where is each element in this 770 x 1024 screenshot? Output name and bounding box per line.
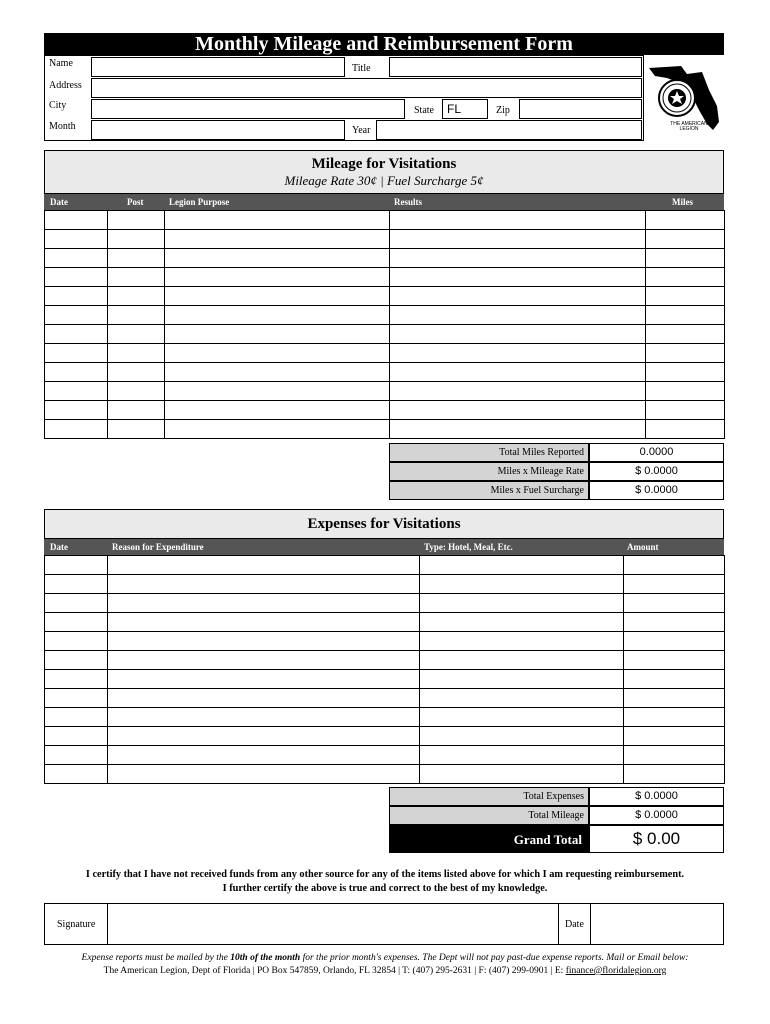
- mileage-cell[interactable]: [165, 211, 390, 230]
- expense-cell[interactable]: [108, 708, 420, 727]
- mileage-cell[interactable]: [390, 211, 646, 230]
- zip-field[interactable]: [519, 99, 642, 119]
- expense-row: [45, 765, 725, 784]
- signature-field[interactable]: [107, 903, 559, 945]
- expenses-section-header: [44, 509, 724, 539]
- expense-cell[interactable]: [45, 613, 108, 632]
- mileage-column-header: [44, 194, 724, 210]
- mileage-row: [45, 230, 725, 249]
- title-field[interactable]: [389, 57, 642, 77]
- mileage-cell[interactable]: [108, 325, 165, 344]
- expenses-col-amount: Amount: [627, 542, 659, 552]
- mileage-cell[interactable]: [390, 382, 646, 401]
- mileage-cell[interactable]: [646, 325, 725, 344]
- mileage-cell[interactable]: [390, 287, 646, 306]
- mileage-cell[interactable]: [108, 230, 165, 249]
- mileage-cell[interactable]: [108, 420, 165, 439]
- logo-caption: [669, 122, 709, 132]
- mileage-cell[interactable]: [45, 325, 108, 344]
- mileage-cell[interactable]: [165, 344, 390, 363]
- footer-email-link[interactable]: finance@floridalegion.org: [565, 966, 667, 976]
- expense-cell[interactable]: [45, 575, 108, 594]
- mileage-cell[interactable]: [646, 287, 725, 306]
- expense-cell[interactable]: [45, 556, 108, 575]
- footer-note-c: for the prior month's expenses. The Dept will not pay past-due expense reports. Mail or Email below:: [300, 953, 689, 963]
- expense-cell[interactable]: [624, 613, 725, 632]
- mileage-cell[interactable]: [390, 344, 646, 363]
- expense-cell[interactable]: [624, 575, 725, 594]
- miles-rate-label: Miles x Mileage Rate: [389, 462, 589, 481]
- footer-note: [10, 953, 760, 963]
- expense-cell[interactable]: [108, 746, 420, 765]
- year-field[interactable]: [376, 120, 642, 140]
- expense-cell[interactable]: [624, 765, 725, 784]
- month-field[interactable]: [91, 120, 345, 140]
- expense-cell[interactable]: [45, 765, 108, 784]
- mileage-cell[interactable]: [165, 382, 390, 401]
- mileage-cell[interactable]: [165, 420, 390, 439]
- signature-label: Signature: [57, 919, 96, 930]
- expense-cell[interactable]: [45, 651, 108, 670]
- expense-cell[interactable]: [624, 746, 725, 765]
- mileage-cell[interactable]: [390, 230, 646, 249]
- mileage-cell[interactable]: [108, 382, 165, 401]
- mileage-row: [45, 420, 725, 439]
- mileage-cell[interactable]: [646, 344, 725, 363]
- expense-cell[interactable]: [45, 689, 108, 708]
- expense-cell[interactable]: [624, 689, 725, 708]
- expense-row: [45, 727, 725, 746]
- mileage-cell[interactable]: [45, 363, 108, 382]
- mileage-cell[interactable]: [108, 268, 165, 287]
- state-field[interactable]: FL: [442, 99, 488, 119]
- expense-row: [45, 632, 725, 651]
- certification-text: [20, 868, 750, 896]
- mileage-row: [45, 382, 725, 401]
- mileage-cell[interactable]: [45, 287, 108, 306]
- expense-cell[interactable]: [45, 727, 108, 746]
- fuel-surcharge-label: Miles x Fuel Surcharge: [389, 481, 589, 500]
- mileage-cell[interactable]: [165, 401, 390, 420]
- mileage-cell[interactable]: [45, 401, 108, 420]
- expense-row: [45, 708, 725, 727]
- mileage-cell[interactable]: [45, 268, 108, 287]
- expense-cell[interactable]: [108, 727, 420, 746]
- mileage-row: [45, 211, 725, 230]
- logo-caption-line1: THE AMERICAN: [670, 121, 708, 127]
- expense-cell[interactable]: [45, 746, 108, 765]
- expense-row: [45, 746, 725, 765]
- mileage-row: [45, 287, 725, 306]
- mileage-cell[interactable]: [108, 287, 165, 306]
- american-legion-florida-logo: [647, 60, 725, 138]
- mileage-cell[interactable]: [165, 325, 390, 344]
- expense-row: [45, 651, 725, 670]
- mileage-cell[interactable]: [646, 211, 725, 230]
- expense-cell[interactable]: [108, 670, 420, 689]
- mileage-row: [45, 363, 725, 382]
- footer-note-a: Expense reports must be mailed by the: [81, 953, 231, 963]
- expense-row: [45, 594, 725, 613]
- mileage-cell[interactable]: [108, 363, 165, 382]
- expense-cell[interactable]: [420, 632, 624, 651]
- expense-cell[interactable]: [420, 613, 624, 632]
- form-title: Monthly Mileage and Reimbursement Form: [44, 33, 724, 55]
- mileage-row: [45, 249, 725, 268]
- mileage-cell[interactable]: [646, 268, 725, 287]
- expense-cell[interactable]: [624, 727, 725, 746]
- mileage-cell[interactable]: [390, 325, 646, 344]
- mileage-cell[interactable]: [45, 211, 108, 230]
- footer-address-text: The American Legion, Dept of Florida | PO Box 547859, Orlando, FL 32854 | T: (407) 295-2631 | F: (407) 299-0901 | E:: [103, 966, 566, 976]
- state-label: State: [414, 105, 434, 116]
- mileage-col-post: Post: [127, 197, 144, 207]
- mileage-cell[interactable]: [646, 230, 725, 249]
- mileage-row: [45, 325, 725, 344]
- expense-cell[interactable]: [420, 689, 624, 708]
- total-miles-label: Total Miles Reported: [389, 443, 589, 462]
- mileage-cell[interactable]: [45, 306, 108, 325]
- expense-cell[interactable]: [45, 670, 108, 689]
- zip-label: Zip: [496, 105, 510, 116]
- expense-cell[interactable]: [108, 575, 420, 594]
- expense-cell[interactable]: [420, 727, 624, 746]
- mileage-cell[interactable]: [390, 420, 646, 439]
- expense-cell[interactable]: [108, 556, 420, 575]
- expense-cell[interactable]: [624, 651, 725, 670]
- address-field[interactable]: [91, 78, 642, 98]
- miles-rate-value[interactable]: $ 0.0000: [589, 462, 724, 481]
- expense-cell[interactable]: [624, 594, 725, 613]
- total-expenses-value[interactable]: $ 0.0000: [589, 787, 724, 806]
- mileage-col-date: Date: [50, 197, 68, 207]
- expense-cell[interactable]: [108, 651, 420, 670]
- expense-cell[interactable]: [45, 594, 108, 613]
- mileage-cell[interactable]: [646, 363, 725, 382]
- mileage-cell[interactable]: [45, 382, 108, 401]
- mileage-cell[interactable]: [390, 268, 646, 287]
- city-label: City: [49, 100, 67, 111]
- expense-cell[interactable]: [420, 708, 624, 727]
- year-label: Year: [352, 125, 371, 136]
- mileage-cell[interactable]: [165, 363, 390, 382]
- expense-cell[interactable]: [420, 651, 624, 670]
- address-label: Address: [49, 80, 82, 91]
- city-field[interactable]: [91, 99, 405, 119]
- month-label: Month: [49, 121, 76, 132]
- mileage-cell[interactable]: [45, 249, 108, 268]
- expenses-col-reason: Reason for Expenditure: [112, 542, 204, 552]
- footer-address: [10, 966, 760, 976]
- mileage-cell[interactable]: [165, 306, 390, 325]
- mileage-cell[interactable]: [108, 401, 165, 420]
- mileage-cell[interactable]: [165, 268, 390, 287]
- mileage-cell[interactable]: [390, 363, 646, 382]
- logo-caption-line2: LEGION: [679, 126, 699, 132]
- mileage-cell[interactable]: [108, 249, 165, 268]
- name-field[interactable]: [91, 57, 345, 77]
- mileage-cell[interactable]: [646, 306, 725, 325]
- expense-cell[interactable]: [108, 689, 420, 708]
- expenses-col-date: Date: [50, 542, 68, 552]
- mileage-cell[interactable]: [165, 249, 390, 268]
- expense-cell[interactable]: [624, 556, 725, 575]
- expense-cell[interactable]: [420, 575, 624, 594]
- expense-cell[interactable]: [108, 594, 420, 613]
- fuel-surcharge-value[interactable]: $ 0.0000: [589, 481, 724, 500]
- mileage-cell[interactable]: [45, 344, 108, 363]
- name-label: Name: [49, 58, 73, 69]
- mileage-col-results: Results: [394, 197, 423, 207]
- mileage-row: [45, 306, 725, 325]
- expense-cell[interactable]: [624, 708, 725, 727]
- mileage-row: [45, 268, 725, 287]
- expense-cell[interactable]: [108, 613, 420, 632]
- expense-row: [45, 556, 725, 575]
- mileage-cell[interactable]: [108, 306, 165, 325]
- mileage-subheading: Mileage Rate 30¢ | Fuel Surcharge 5¢: [284, 173, 484, 188]
- date-field[interactable]: [590, 903, 724, 945]
- mileage-cell[interactable]: [108, 211, 165, 230]
- expense-row: [45, 670, 725, 689]
- certification-line2: I further certify the above is true and correct to the best of my knowledge.: [222, 883, 548, 894]
- total-mileage-value[interactable]: $ 0.0000: [589, 806, 724, 825]
- mileage-cell[interactable]: [390, 249, 646, 268]
- title-label: Title: [352, 63, 371, 74]
- expenses-column-header: [44, 539, 724, 555]
- mileage-table: [44, 210, 725, 439]
- grand-total-value[interactable]: $ 0.00: [589, 825, 724, 853]
- expense-cell[interactable]: [108, 765, 420, 784]
- mileage-col-miles: Miles: [672, 197, 693, 207]
- expenses-col-type: Type: Hotel, Meal, Etc.: [424, 542, 513, 552]
- mileage-cell[interactable]: [45, 420, 108, 439]
- expenses-heading: Expenses for Visitations: [307, 516, 461, 532]
- expense-cell[interactable]: [45, 632, 108, 651]
- expense-cell[interactable]: [420, 746, 624, 765]
- expense-cell[interactable]: [624, 670, 725, 689]
- date-label: Date: [565, 919, 584, 930]
- mileage-cell[interactable]: [646, 382, 725, 401]
- mileage-section-header: [44, 150, 724, 194]
- total-mileage-label: Total Mileage: [389, 806, 589, 825]
- mileage-cell[interactable]: [108, 344, 165, 363]
- mileage-cell[interactable]: [646, 420, 725, 439]
- expenses-table: [44, 555, 725, 784]
- mileage-cell[interactable]: [165, 287, 390, 306]
- mileage-cell[interactable]: [45, 230, 108, 249]
- expense-cell[interactable]: [624, 632, 725, 651]
- expense-cell[interactable]: [420, 556, 624, 575]
- mileage-cell[interactable]: [390, 306, 646, 325]
- mileage-cell[interactable]: [646, 401, 725, 420]
- mileage-cell[interactable]: [646, 249, 725, 268]
- expense-cell[interactable]: [45, 708, 108, 727]
- total-expenses-label: Total Expenses: [389, 787, 589, 806]
- mileage-heading: Mileage for Visitations: [311, 156, 457, 172]
- mileage-col-purpose: Legion Purpose: [169, 197, 230, 207]
- footer-note-deadline: 10th of the month: [230, 953, 301, 963]
- certification-line1: I certify that I have not received funds from any other source for any of the items listed above for which I am requesting reimbursement.: [85, 869, 685, 880]
- expense-cell[interactable]: [420, 765, 624, 784]
- grand-total-label: Grand Total: [389, 825, 589, 853]
- total-miles-value[interactable]: 0.0000: [589, 443, 724, 462]
- expense-cell[interactable]: [420, 594, 624, 613]
- expense-cell[interactable]: [420, 670, 624, 689]
- expense-row: [45, 575, 725, 594]
- mileage-row: [45, 344, 725, 363]
- expense-cell[interactable]: [108, 632, 420, 651]
- mileage-row: [45, 401, 725, 420]
- expense-row: [45, 613, 725, 632]
- mileage-cell[interactable]: [390, 401, 646, 420]
- expense-row: [45, 689, 725, 708]
- mileage-cell[interactable]: [165, 230, 390, 249]
